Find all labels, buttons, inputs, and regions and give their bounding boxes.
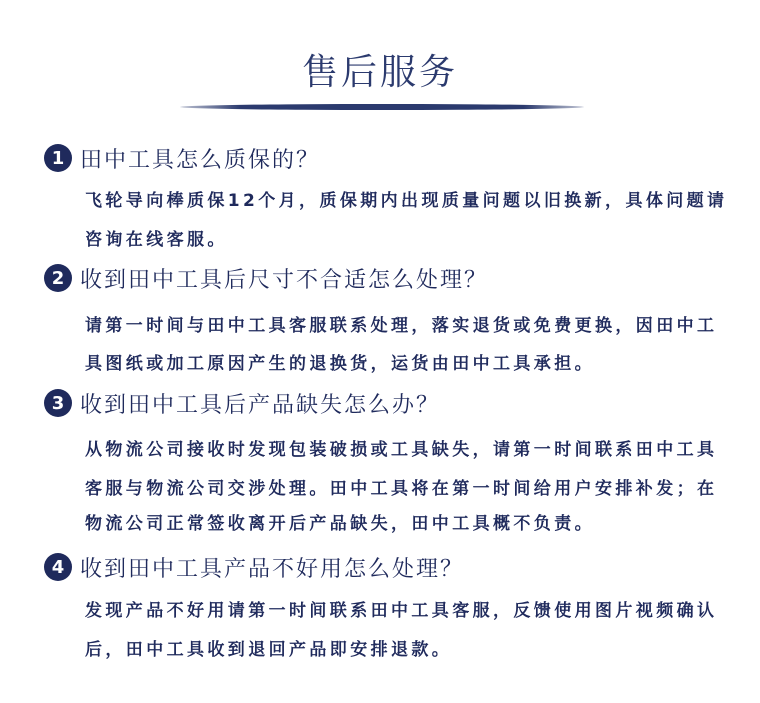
page-title: 售后服务 [301, 52, 458, 93]
title-divider [180, 104, 584, 110]
question-text: 收到田中工具产品不好用怎么处理？ [80, 556, 465, 582]
question-text: 收到田中工具后产品缺失怎么办？ [80, 392, 441, 418]
answer-line: 后，田中工具收到退回产品即安排退款。 [85, 640, 453, 660]
answer-line: 物流公司正常签收离开后产品缺失，田中工具概不负责。 [85, 514, 595, 534]
answer-line: 请第一时间与田中工具客服联系处理，落实退货或免费更换，因田中工 [85, 316, 718, 336]
question-text: 田中工具怎么质保的？ [80, 147, 321, 173]
number-badge-icon: 2 [44, 264, 72, 292]
answer-line: 咨询在线客服。 [85, 230, 228, 250]
faq-question-3 [44, 388, 440, 418]
faq-question-2 [44, 263, 488, 293]
number-badge-icon: 1 [44, 144, 72, 172]
question-text: 收到田中工具后尺寸不合适怎么处理？ [80, 267, 489, 293]
faq-question-4 [44, 552, 464, 582]
answer-line: 具图纸或加工原因产生的退换货，运货由田中工具承担。 [85, 354, 595, 374]
answer-line: 发现产品不好用请第一时间联系田中工具客服，反馈使用图片视频确认 [85, 601, 718, 621]
answer-line: 客服与物流公司交涉处理。田中工具将在第一时间给用户安排补发；在 [85, 479, 718, 499]
answer-line: 从物流公司接收时发现包装破损或工具缺失，请第一时间联系田中工具 [85, 440, 718, 460]
answer-line: 飞轮导向棒质保12个月，质保期内出现质量问题以旧换新，具体问题请 [85, 191, 728, 211]
number-badge-icon: 3 [44, 389, 72, 417]
faq-question-1 [44, 143, 320, 173]
number-badge-icon: 4 [44, 553, 72, 581]
